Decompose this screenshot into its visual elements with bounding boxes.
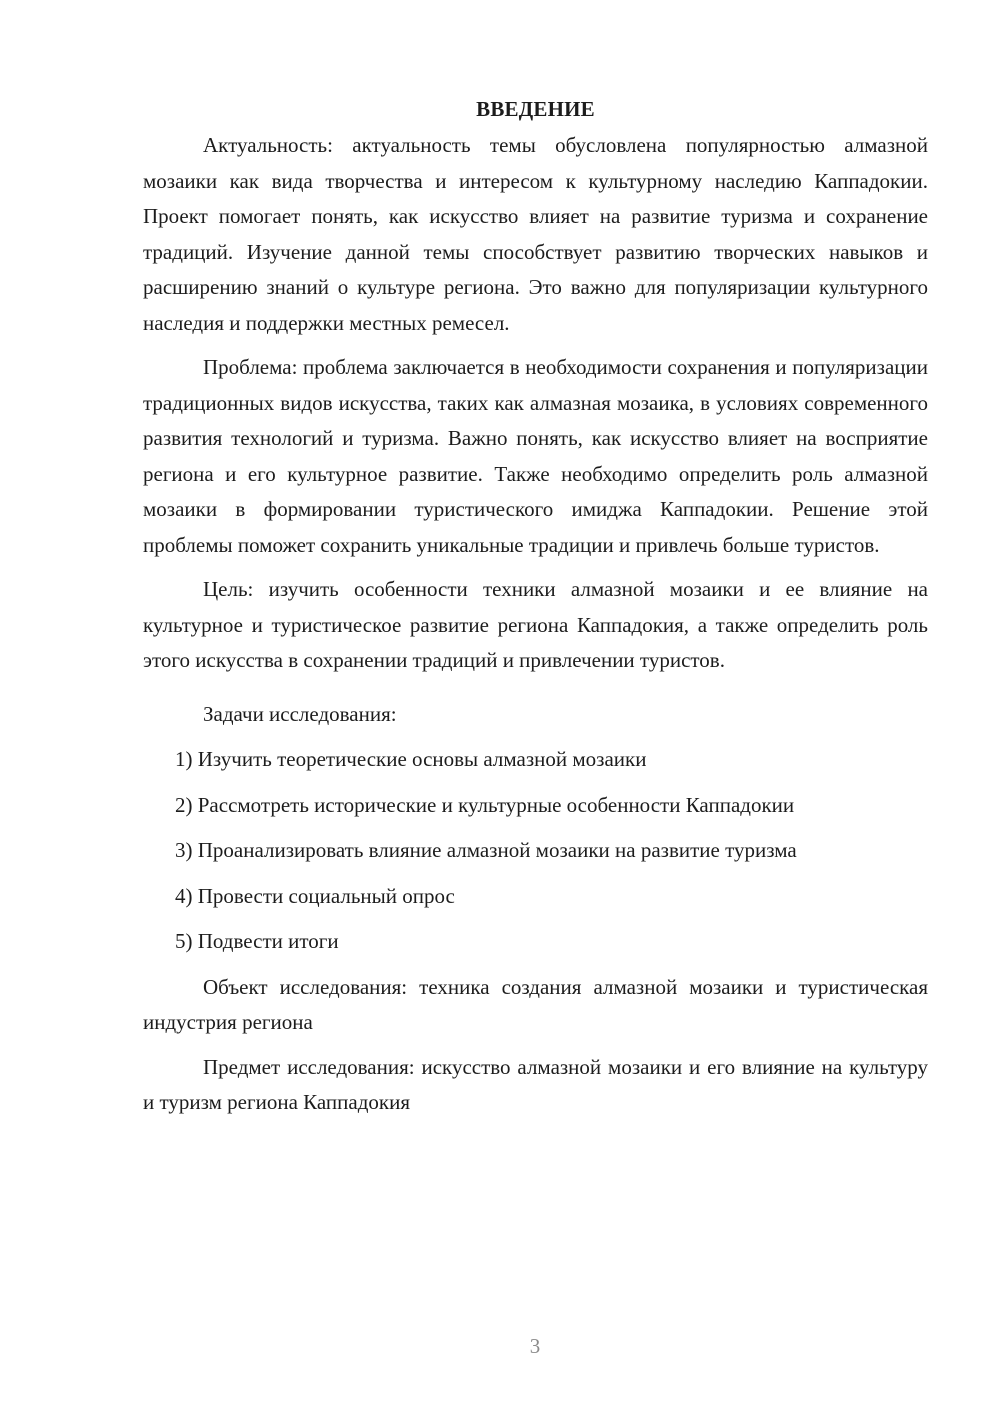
tasks-heading: Задачи исследования: — [203, 701, 397, 726]
object-paragraph: Объект исследования: техника создания алмазной мозаики и туристическая индустрия региона — [143, 974, 928, 1034]
task-item: 1) Изучить теоретические основы алмазной мозаики — [175, 747, 647, 771]
task-item: 5) Подвести итоги — [175, 929, 339, 953]
task-item: 4) Провести социальный опрос — [175, 883, 455, 908]
subject-paragraph: Предмет исследования: искусство алмазной мозаики и его влияние на культуру и туризм региона Каппадокия — [143, 1054, 928, 1114]
problem-paragraph: Проблема: проблема заключается в необходимости сохранения и популяризации традиционных видов искусства, таких как алмазная мозаика, в условиях современного развития технологий и туризма. Важно понять, как искусство влияет на восприятие региона и его культурное развитие. Также необходимо определить роль алмазной мозаики в формировании туристического имиджа Каппадокии. Решение этой проблемы поможет сохранить уникальные традиции и привлечь больше туристов. — [143, 355, 928, 557]
goal-paragraph: Цель: изучить особенности техники алмазной мозаики и ее влияние на культурное и туристическое развитие региона Каппадокия, а также определить роль этого искусства в сохранении традиций и привлечении туристов. — [143, 577, 928, 672]
task-item: 3) Проанализировать влияние алмазной мозаики на развитие туризма — [175, 838, 797, 862]
page-content — [143, 94, 928, 1130]
task-item: 2) Рассмотреть исторические и культурные особенности Каппадокии — [175, 792, 795, 817]
relevance-paragraph: Актуальность: актуальность темы обусловлена популярностью алмазной мозаики как вида творчества и интересом к культурному наследию Каппадокии. Проект помогает понять, как искусство влияет на развитие туризма и сохранение традиций. Изучение данной темы способствует развитию творческих навыков и расширению знаний о культуре региона. Это важно для популяризации культурного наследия и поддержки местных ремесел. — [143, 133, 928, 335]
section-title: ВВЕДЕНИЕ — [476, 97, 595, 121]
page-number: 3 — [529, 1334, 541, 1358]
